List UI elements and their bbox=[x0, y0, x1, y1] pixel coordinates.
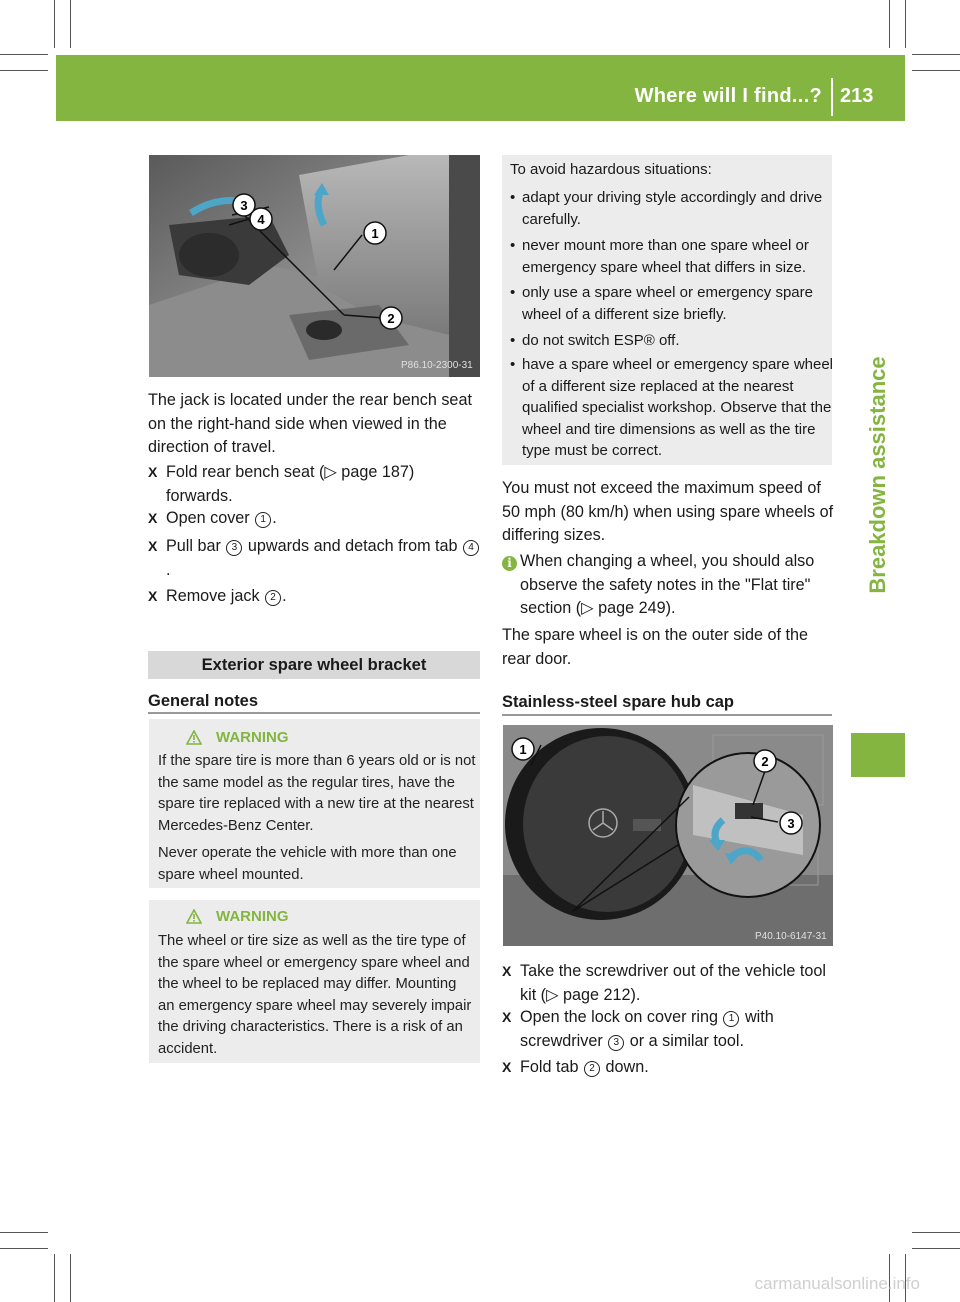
crop-mark bbox=[54, 1254, 55, 1302]
hazard-bullet: • only use a spare wheel or emergency spare wheel of a different size briefly. bbox=[510, 284, 813, 323]
crop-mark bbox=[70, 0, 71, 48]
callout-1 bbox=[364, 222, 386, 244]
speed-limit-text: You must not exceed the maximum speed of 50 mph (80 km/h) when using spare wheels of differing sizes. bbox=[502, 479, 834, 544]
chapter-tab-marker bbox=[851, 733, 905, 777]
info-icon: i bbox=[502, 556, 517, 571]
crop-mark bbox=[905, 0, 906, 48]
subheading-rule bbox=[502, 714, 832, 716]
subheading-rule bbox=[148, 712, 480, 714]
crop-mark bbox=[889, 0, 890, 48]
hazard-bullet: • do not switch ESP® off. bbox=[510, 332, 680, 349]
chapter-side-label: Breakdown assistance bbox=[865, 356, 890, 594]
crop-mark bbox=[54, 0, 55, 48]
warning-title: WARNING bbox=[216, 729, 289, 746]
section-title: Exterior spare wheel bracket bbox=[148, 651, 480, 679]
hazard-bullet: • adapt your driving style accordingly and drive carefully. bbox=[510, 189, 823, 228]
crop-mark bbox=[912, 1232, 960, 1233]
crop-mark bbox=[912, 1248, 960, 1249]
callout-4 bbox=[250, 208, 272, 230]
subheading-general-notes: General notes bbox=[148, 692, 259, 710]
crop-mark bbox=[0, 54, 48, 55]
step-item: X Fold tab 2 down. bbox=[502, 1058, 649, 1076]
jack-location-text: The jack is located under the rear bench seat on the right-hand side when viewed in the direction of travel. bbox=[148, 391, 472, 456]
jack-location-figure bbox=[149, 155, 480, 377]
warning-triangle-icon bbox=[186, 730, 202, 745]
warning-text: If the spare tire is more than 6 years old or is not the same model as the regular tires, have the spare tire replaced with a new tire at the nearest Mercedes-Benz Center. bbox=[158, 753, 476, 834]
crop-mark bbox=[0, 1232, 48, 1233]
hub-cap-figure bbox=[503, 725, 833, 946]
subheading-hub-cap: Stainless-steel spare hub cap bbox=[502, 693, 735, 711]
svg-text:3: 3 bbox=[240, 198, 248, 213]
svg-text:2: 2 bbox=[387, 311, 395, 326]
step-item: X Take the screwdriver out of the vehicle tool kit (▷ page 212). bbox=[502, 962, 826, 1004]
hazard-intro: To avoid hazardous situations: bbox=[510, 161, 712, 178]
svg-text:2: 2 bbox=[761, 754, 769, 769]
svg-text:3: 3 bbox=[787, 816, 795, 831]
crop-mark bbox=[0, 1248, 48, 1249]
info-note-text: When changing a wheel, you should also observe the safety notes in the "Flat tire" section (▷ page 249). bbox=[520, 552, 815, 617]
callout-3 bbox=[780, 812, 802, 834]
hazard-bullet: • never mount more than one spare wheel or emergency spare wheel that differs in size. bbox=[510, 237, 809, 276]
page-title: Where will I find...? bbox=[634, 85, 822, 107]
warning-text: Never operate the vehicle with more than one spare wheel mounted. bbox=[158, 845, 457, 883]
step-item: X Open the lock on cover ring 1 with screwdriver 3 or a similar tool. bbox=[502, 1008, 774, 1050]
crop-mark bbox=[912, 54, 960, 55]
step-item: X Pull bar 3 upwards and detach from tab 4. bbox=[148, 535, 482, 582]
step-item: X Open cover 1 . bbox=[148, 509, 277, 527]
warning-title: WARNING bbox=[216, 908, 289, 925]
header-separator bbox=[831, 78, 833, 116]
crop-mark bbox=[912, 70, 960, 71]
figure-code: P86.10-2300-31 bbox=[401, 360, 473, 371]
step-item: X Remove jack 2 . bbox=[148, 587, 287, 605]
warning-triangle-icon bbox=[186, 909, 202, 924]
step-item: X Fold rear bench seat (▷ page 187) forwards. bbox=[148, 463, 415, 505]
page-number: 213 bbox=[840, 85, 874, 107]
crop-mark bbox=[0, 70, 48, 71]
spare-wheel-location-text: The spare wheel is on the outer side of the rear door. bbox=[502, 626, 808, 668]
footer-watermark: carmanualsonline.info bbox=[754, 1274, 920, 1293]
callout-1 bbox=[512, 738, 534, 760]
figure-code: P40.10-6147-31 bbox=[755, 931, 827, 942]
callout-2 bbox=[380, 307, 402, 329]
warning-text: The wheel or tire size as well as the tire type of the spare wheel or emergency spare wheel and the wheel to be replaced may differ. Mounting an emergency spare wheel may severely impair the driving characteristics. There is a risk of an accident. bbox=[158, 933, 472, 1057]
svg-text:1: 1 bbox=[371, 226, 379, 241]
svg-text:4: 4 bbox=[257, 212, 265, 227]
callout-2 bbox=[754, 750, 776, 772]
crop-mark bbox=[70, 1254, 71, 1302]
hazard-bullet: • have a spare wheel or emergency spare wheel of a different size replaced at the nearest qualified specialist workshop. Observe that the wheel and tire dimensions as well as the tire type must be correct. bbox=[510, 356, 834, 459]
svg-text:1: 1 bbox=[519, 742, 527, 757]
